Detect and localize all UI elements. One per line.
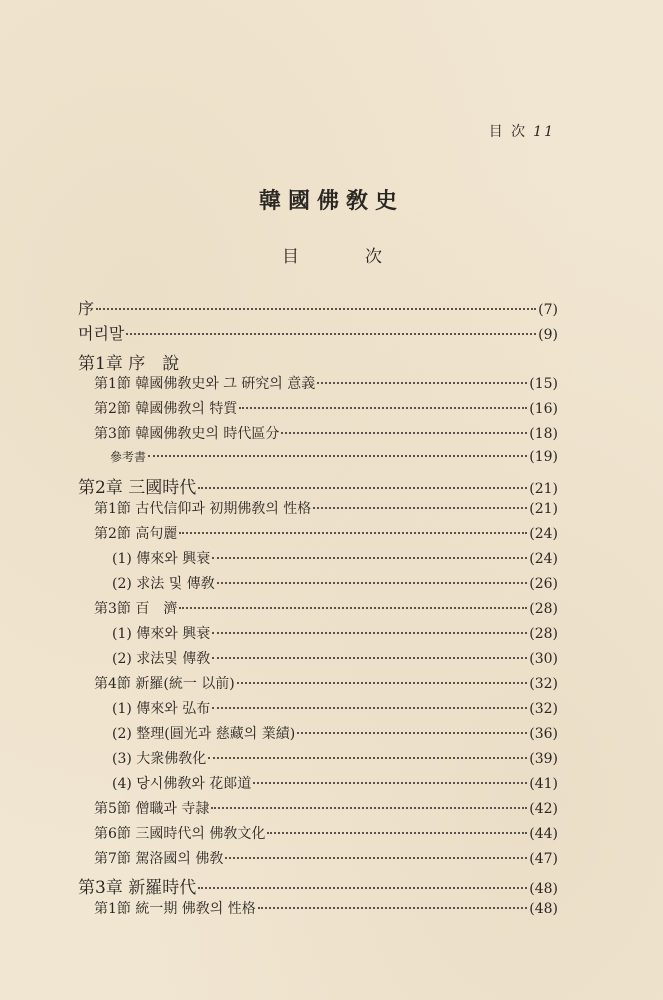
leader-dots xyxy=(281,432,527,434)
toc-entry[interactable] xyxy=(78,723,558,743)
toc-entry[interactable] xyxy=(78,623,558,643)
page-number: 11 xyxy=(533,124,555,140)
toc-entry-page: (15) xyxy=(529,376,558,392)
toc-entry-label: 第4節 新羅(統一 以前) xyxy=(94,676,235,692)
toc-entry-label: 第6節 三國時代의 佛敎文化 xyxy=(94,826,266,842)
toc-heading xyxy=(282,242,382,267)
leader-dots xyxy=(239,407,527,409)
toc-entry-page: (47) xyxy=(529,851,558,867)
leader-dots xyxy=(237,682,528,684)
toc-entry-label: 第1章 序 說 xyxy=(78,354,180,374)
toc-entry-page: (30) xyxy=(529,651,558,667)
toc-entry-page: (21) xyxy=(529,501,558,517)
toc-entry[interactable] xyxy=(78,523,558,543)
toc-entry-page: (9) xyxy=(538,327,558,343)
toc-entry-label: (2) 求法및 傳敎 xyxy=(112,651,211,667)
leader-dots xyxy=(212,632,527,634)
toc-entry-page: (26) xyxy=(529,576,558,592)
toc-entry-label: 第2節 高句麗 xyxy=(94,526,178,542)
toc-entry[interactable] xyxy=(78,823,558,843)
leader-dots xyxy=(212,707,527,709)
toc-entry-preface[interactable] xyxy=(78,296,558,319)
running-header-text: 目 次 xyxy=(488,124,528,140)
leader-dots xyxy=(198,487,527,489)
toc-entry-page: (24) xyxy=(529,526,558,542)
toc-entry-page: (28) xyxy=(529,626,558,642)
toc-entry-label: (3) 大衆佛敎化 xyxy=(112,751,207,767)
toc-entry-page: (36) xyxy=(529,726,558,742)
toc-entry-foreword[interactable] xyxy=(78,321,558,344)
toc-entry-label: (4) 당시佛敎와 花郞道 xyxy=(112,776,252,792)
leader-dots xyxy=(212,557,527,559)
toc-entry-label: 序 xyxy=(78,299,95,318)
running-header xyxy=(489,121,555,141)
leader-dots xyxy=(126,333,536,335)
toc-entry-page: (19) xyxy=(529,449,558,465)
toc-entry-page: (32) xyxy=(529,701,558,717)
toc-entry-references[interactable] xyxy=(78,448,558,465)
toc-entry-label: 第3節 韓國佛敎史의 時代區分 xyxy=(94,426,280,442)
toc-entry-label: 第2節 韓國佛敎의 特質 xyxy=(94,401,238,417)
toc-entry-label: 第1節 統一期 佛敎의 性格 xyxy=(94,901,256,917)
toc-entry-page: (48) xyxy=(529,901,558,917)
toc-entry[interactable] xyxy=(78,373,558,393)
toc-entry[interactable] xyxy=(78,698,558,718)
leader-dots xyxy=(198,887,527,889)
toc-entry-label: 第1節 韓國佛敎史와 그 硏究의 意義 xyxy=(94,376,316,392)
toc-entry[interactable] xyxy=(78,423,558,443)
leader-dots xyxy=(217,582,528,584)
leader-dots xyxy=(313,507,527,509)
toc-entry-page: (28) xyxy=(529,601,558,617)
leader-dots xyxy=(258,907,527,909)
toc-entry[interactable] xyxy=(78,398,558,418)
toc-entry-page: (42) xyxy=(529,801,558,817)
toc-entry-label: 第2章 三國時代 xyxy=(78,478,197,498)
toc-entry[interactable] xyxy=(78,748,558,768)
toc-entry[interactable] xyxy=(78,848,558,868)
leader-dots xyxy=(179,607,527,609)
leader-dots xyxy=(225,857,527,859)
toc-entry-label: 머리말 xyxy=(78,324,125,343)
book-title: 韓國佛敎史 xyxy=(258,188,404,214)
toc-entry-label: (2) 求法 및 傳敎 xyxy=(112,576,215,592)
toc-entry-page: (32) xyxy=(529,676,558,692)
leader-dots xyxy=(208,757,527,759)
toc-entry-page: (18) xyxy=(529,426,558,442)
toc-entry-page: (41) xyxy=(529,776,558,792)
toc-heading-char-1: 目 xyxy=(282,247,299,267)
toc-entry[interactable] xyxy=(78,573,558,593)
toc-entry[interactable] xyxy=(78,773,558,793)
leader-dots xyxy=(211,807,527,809)
toc-entry-label: (1) 傳來와 弘布 xyxy=(112,701,211,717)
toc-entry[interactable] xyxy=(78,898,558,918)
toc-chapter-1[interactable] xyxy=(78,349,558,374)
toc-entry-label: 第1節 古代信仰과 初期佛敎의 性格 xyxy=(94,501,312,517)
toc-entry-label: 參考書 xyxy=(110,450,147,464)
leader-dots xyxy=(317,382,527,384)
toc-entry-page: (39) xyxy=(529,751,558,767)
leader-dots xyxy=(297,732,527,734)
toc-chapter-2[interactable] xyxy=(78,473,558,498)
toc-entry-label: 第3節 百 濟 xyxy=(94,601,178,617)
toc-entry-page: (48) xyxy=(529,881,558,897)
leader-dots xyxy=(267,832,527,834)
leader-dots xyxy=(253,782,527,784)
toc-entry-page: (21) xyxy=(529,481,558,497)
toc-chapter-3[interactable] xyxy=(78,873,558,898)
toc-entry-label: (2) 整理(圓光과 慈藏의 業績) xyxy=(112,726,296,742)
toc-entry[interactable] xyxy=(78,598,558,618)
toc-entry-page: (24) xyxy=(529,551,558,567)
toc-entry[interactable] xyxy=(78,548,558,568)
leader-dots xyxy=(179,532,527,534)
toc-entry-page: (7) xyxy=(538,302,558,318)
toc-heading-char-2: 次 xyxy=(365,247,382,267)
toc-entry[interactable] xyxy=(78,673,558,693)
toc-entry-label: (1) 傳來와 興衰 xyxy=(112,626,211,642)
toc-entry-label: 第5節 僧職과 寺隷 xyxy=(94,801,210,817)
toc-entry-page: (16) xyxy=(529,401,558,417)
toc-entry[interactable] xyxy=(78,498,558,518)
toc-entry-label: 第7節 駕洛國의 佛敎 xyxy=(94,851,224,867)
leader-dots xyxy=(148,455,527,457)
toc-entry-label: 第3章 新羅時代 xyxy=(78,878,197,898)
leader-dots xyxy=(212,657,527,659)
toc-entry-label: (1) 傳來와 興衰 xyxy=(112,551,211,567)
toc-entry[interactable] xyxy=(78,648,558,668)
toc-entry-page: (44) xyxy=(529,826,558,842)
leader-dots xyxy=(96,308,536,310)
toc-entry[interactable] xyxy=(78,798,558,818)
